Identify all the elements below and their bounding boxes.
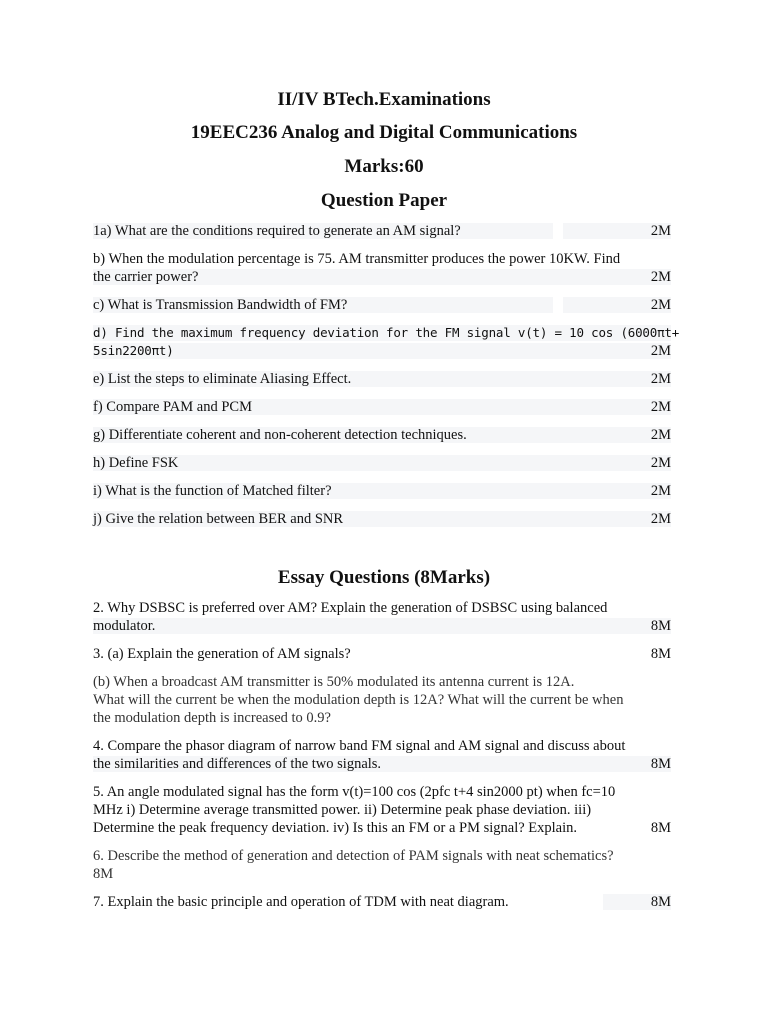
question-text: f) Compare PAM and PCM bbox=[93, 399, 252, 415]
paper-title: Question Paper bbox=[320, 190, 448, 211]
question-mark: 2M bbox=[650, 399, 671, 415]
question-mark: 2M bbox=[650, 427, 671, 443]
question-3a bbox=[93, 645, 671, 663]
question-mark: 2M bbox=[650, 223, 671, 239]
course-title: 19EEC236 Analog and Digital Communications bbox=[190, 122, 578, 143]
question-text: g) Differentiate coherent and non-coherent detection techniques. bbox=[93, 427, 467, 443]
question-text: i) What is the function of Matched filter? bbox=[93, 483, 332, 499]
question-text: 4. Compare the phasor diagram of narrow band FM signal and AM signal and discuss about bbox=[93, 738, 626, 754]
question-text: 3. (a) Explain the generation of AM signals? bbox=[93, 646, 351, 662]
question-7 bbox=[93, 893, 671, 911]
question-1e bbox=[93, 370, 671, 388]
question-1j bbox=[93, 510, 671, 528]
total-marks: Marks:60 bbox=[344, 156, 424, 177]
question-mark: 8M bbox=[650, 820, 671, 836]
question-text: 8M bbox=[93, 866, 114, 882]
question-text: Determine the peak frequency deviation. iv) Is this an FM or a PM signal? Explain. bbox=[93, 820, 578, 836]
question-1c bbox=[93, 296, 671, 314]
question-1f bbox=[93, 398, 671, 416]
question-mark: 8M bbox=[650, 894, 671, 910]
question-text: 5. An angle modulated signal has the form v(t)=100 cos (2pfc t+4 sin2000 pt) when fc=10 bbox=[93, 784, 616, 800]
question-1a bbox=[93, 222, 671, 240]
question-mark: 2M bbox=[650, 455, 671, 471]
question-mark: 8M bbox=[650, 646, 671, 662]
question-mark: 2M bbox=[650, 511, 671, 527]
exam-title: II/IV BTech.Examinations bbox=[277, 89, 491, 110]
question-mark: 2M bbox=[650, 371, 671, 387]
question-mark: 8M bbox=[650, 618, 671, 634]
question-4 bbox=[93, 737, 671, 773]
question-text: modulator. bbox=[93, 618, 156, 634]
question-5 bbox=[93, 783, 671, 837]
essay-heading: Essay Questions (8Marks) bbox=[277, 567, 491, 588]
question-1g bbox=[93, 426, 671, 444]
question-text: h) Define FSK bbox=[93, 455, 179, 471]
question-text: c) What is Transmission Bandwidth of FM? bbox=[93, 297, 348, 313]
question-text: j) Give the relation between BER and SNR bbox=[93, 511, 344, 527]
question-text: b) When the modulation percentage is 75. AM transmitter produces the power 10KW. Find bbox=[93, 251, 621, 267]
question-text: d) Find the maximum frequency deviation for the FM signal v(t) = 10 cos (6000πt+ bbox=[93, 325, 680, 340]
question-1h bbox=[93, 454, 671, 472]
question-1i bbox=[93, 482, 671, 500]
question-text: e) List the steps to eliminate Aliasing Effect. bbox=[93, 371, 352, 387]
question-1b bbox=[93, 250, 671, 286]
question-text: (b) When a broadcast AM transmitter is 50% modulated its antenna current is 12A. bbox=[93, 674, 575, 690]
question-text: the modulation depth is increased to 0.9? bbox=[93, 710, 331, 726]
question-text: 2. Why DSBSC is preferred over AM? Explain the generation of DSBSC using balanced bbox=[93, 600, 608, 616]
question-mark: 8M bbox=[650, 756, 671, 772]
question-text: 7. Explain the basic principle and operation of TDM with neat diagram. bbox=[93, 894, 509, 910]
question-6 bbox=[93, 847, 671, 883]
question-text: MHz i) Determine average transmitted power. ii) Determine peak phase deviation. iii) bbox=[93, 802, 592, 818]
question-text: 5sin2200πt) bbox=[93, 343, 174, 358]
question-text: the similarities and differences of the two signals. bbox=[93, 756, 382, 772]
question-text: the carrier power? bbox=[93, 269, 199, 285]
question-2 bbox=[93, 599, 671, 635]
question-text: 6. Describe the method of generation and detection of PAM signals with neat schematics? bbox=[93, 848, 614, 864]
question-text: 1a) What are the conditions required to generate an AM signal? bbox=[93, 223, 461, 239]
question-1d bbox=[93, 324, 680, 360]
question-text: What will the current be when the modulation depth is 12A? What will the current be when bbox=[93, 692, 624, 708]
question-mark: 2M bbox=[650, 297, 671, 313]
question-mark: 2M bbox=[650, 483, 671, 499]
question-mark: 2M bbox=[650, 269, 671, 285]
question-3b bbox=[93, 673, 671, 727]
question-mark: 2M bbox=[650, 343, 671, 359]
